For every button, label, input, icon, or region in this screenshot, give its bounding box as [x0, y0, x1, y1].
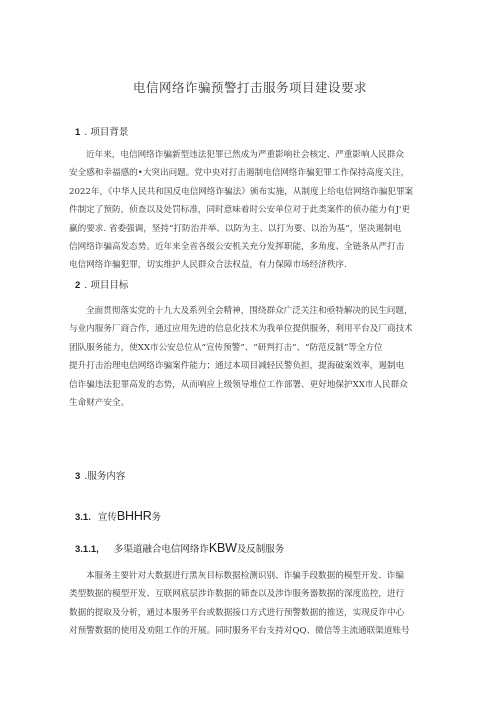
section-number: 3.1.1, — [75, 544, 99, 555]
paragraph-background — [69, 146, 432, 275]
paragraph-line: 本服务主要针对大数据进行黑灰目标数据检测识别、诈骗手段数据的模型开发、诈编 — [86, 571, 404, 581]
section-heading-text: 务 — [151, 512, 162, 523]
section-heading-3-1-1 — [75, 541, 284, 555]
paragraph-line: 电信网络诈骗犯罪，切实维护人民群众合法权益，有力保障市场经济秩序. — [69, 260, 347, 271]
section-heading-text: 及反制服务 — [236, 544, 285, 555]
paragraph-line: 近年来，电信网络诈骗新型违法犯罪已然成为严重影响社会核定、严重影响人民群众 — [86, 150, 404, 160]
section-heading-3 — [75, 468, 125, 482]
section-heading-latin: KBW — [208, 541, 237, 555]
paragraph-service — [69, 567, 432, 641]
section-heading-latin: BHHR — [116, 509, 152, 523]
paragraph-line: 对预警数据的使用及劝阻工作的开展。同时服务平台支持对QQ、微信等主流通联渠道账号 — [69, 626, 410, 637]
section-number: 1 — [75, 127, 81, 138]
section-heading-text: . 项目目标 — [84, 280, 129, 291]
paragraph-line: 全面贯彻落实党的十九大及系列全会精神，围绕群众广泛关注和亟特解决的民生问题， — [86, 306, 413, 316]
section-heading-text: . 项目背景 — [84, 127, 129, 138]
section-heading-2 — [75, 277, 128, 291]
paragraph-line: 2022年，《中华人民共和国反电信网络诈骗法》颁布实施，从制度上给电信网络诈骗犯罪案 — [69, 186, 414, 197]
paragraph-line: 安全感和幸福感的•大突出问题。党中央对打击遏制电信网络诈骗犯罪工作保持高度关注， — [69, 168, 410, 179]
section-heading-3-1 — [75, 509, 161, 523]
section-number: 3 — [75, 471, 81, 482]
document-title: 电信网络诈骗预警打击服务项目建设要求 — [132, 80, 367, 95]
paragraph-line: 数据的提取及分析，通过本服务平台或数据接口方式进行预警数据的推送，实现反诈中心 — [69, 607, 405, 618]
paragraph-line: 提升打击治理电信网络诈骗案件能力；通过本项目减轻民警负担，提海破案效率，遏制电 — [69, 361, 405, 372]
paragraph-line: 赢的要求. 省委强调，坚持“打防治并举、以防为主、以打为要、以治为基”，坚决遏制电 — [69, 223, 402, 234]
section-number: 2 — [75, 280, 81, 291]
section-heading-1 — [75, 124, 128, 138]
paragraph-line: 信网络诈骗高发态势。近年来全省各级公安机关充分发挥职能，多角度、全链条从严打击 — [69, 242, 405, 253]
paragraph-goals — [69, 302, 432, 412]
section-heading-text: 多渠道融合电信网络诈 — [113, 544, 209, 555]
section-number: 3.1. — [75, 512, 91, 523]
section-heading-text: 宣传 — [97, 512, 117, 523]
paragraph-line: 类型数据的模型开发、互联网底层涉诈数据的筛查以及涉诈服务器数据的深度监控，进行 — [69, 589, 405, 600]
paragraph-line: 信诈骗违法犯罪高发的态势，从而响应上级领导堆位工作部署、更好地保护XX市人民群众 — [69, 379, 408, 390]
paragraph-line: 与业内服务厂商合作，通过应用先进的信息化技术为我单位提供服务，利用平台及厂商技术 — [69, 324, 413, 335]
paragraph-line: 生命财产安全。 — [69, 398, 130, 409]
section-heading-text: .服务内容 — [84, 471, 126, 482]
paragraph-line: 团队服务能力，使XX市公安总位从“宣传预警”、“研判打击”、“防范反制”等全方位 — [69, 342, 383, 353]
paragraph-line: 件制定了预防，侦查以及处罚标准，同时意味着时公安单位对于此类案件的侦办能力有J'更 — [69, 205, 410, 216]
